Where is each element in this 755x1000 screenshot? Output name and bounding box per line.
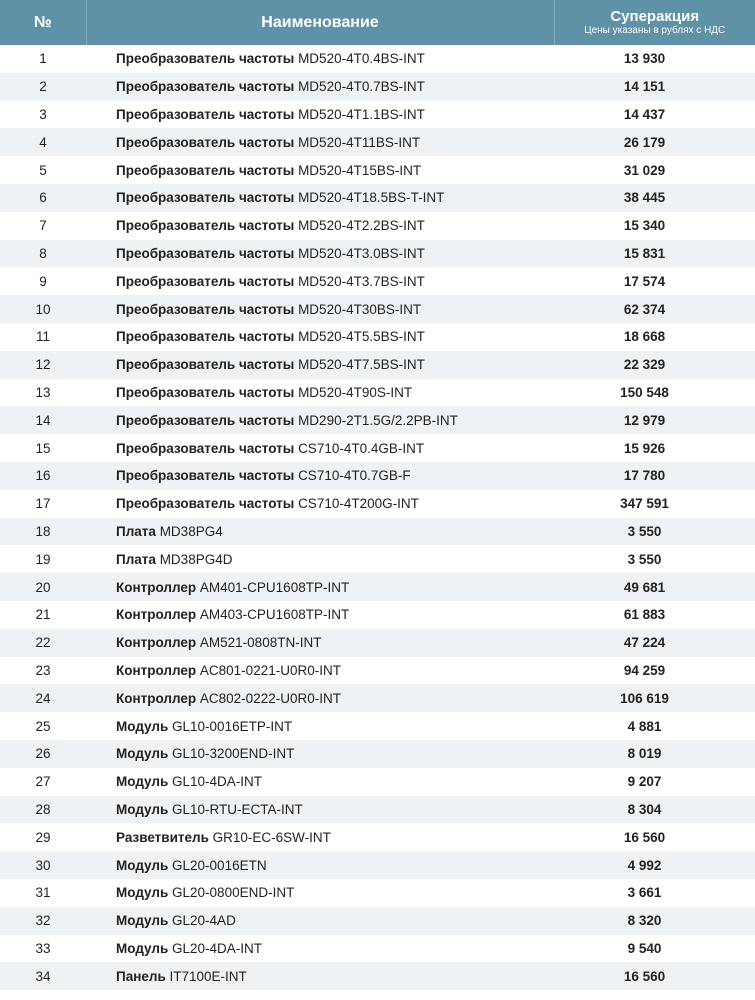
table-row	[0, 184, 755, 212]
product-price: 31 029	[623, 162, 666, 178]
product-name	[86, 128, 554, 156]
product-type: Преобразователь частоты	[116, 412, 295, 428]
row-number: 11	[35, 329, 50, 345]
row-number: 24	[0, 684, 86, 712]
product-type: Преобразователь частоты	[116, 162, 295, 178]
product-type: Контроллер	[116, 690, 197, 706]
header-price-title: Суперакция	[610, 7, 700, 25]
header-row	[0, 0, 755, 45]
table-row	[0, 629, 755, 657]
product-price: 17 780	[554, 462, 755, 490]
product-type: Преобразователь частоты	[116, 329, 295, 345]
product-name	[86, 73, 554, 101]
product-type: Контроллер	[116, 607, 197, 623]
table-header	[0, 0, 755, 45]
product-name	[86, 295, 554, 323]
product-name	[86, 935, 554, 963]
product-type: Преобразователь частоты	[116, 134, 295, 150]
table-row	[0, 879, 755, 907]
product-name	[86, 740, 554, 768]
header-name: Наименование	[86, 0, 554, 45]
product-model: AC801-0221-U0R0-INT	[199, 662, 341, 678]
row-number: 3	[39, 106, 47, 122]
product-model: MD520-4T15BS-INT	[298, 162, 422, 178]
product-name	[86, 267, 554, 295]
product-price: 9 207	[627, 774, 662, 790]
row-number: 6	[0, 184, 86, 212]
table-row	[0, 545, 755, 573]
header-number: №	[0, 0, 86, 45]
table-row	[0, 490, 755, 518]
product-type: Модуль	[116, 913, 169, 929]
product-model: MD520-4T3.0BS-INT	[298, 245, 425, 261]
table-row	[0, 907, 755, 935]
row-number: 17	[35, 496, 51, 512]
table-row	[0, 935, 755, 963]
product-name	[86, 379, 554, 407]
product-type: Модуль	[116, 801, 169, 817]
row-number: 12	[0, 351, 86, 379]
product-name	[86, 573, 554, 601]
product-name	[86, 45, 554, 73]
product-price: 3 661	[627, 885, 662, 901]
product-price: 9 540	[627, 940, 662, 956]
product-name	[86, 323, 554, 351]
product-price: 18 668	[623, 329, 666, 345]
product-model: MD38PG4D	[159, 551, 233, 567]
product-name	[86, 879, 554, 907]
product-price: 3 550	[554, 518, 755, 546]
product-price: 347 591	[620, 496, 669, 512]
product-name	[86, 823, 554, 851]
product-price: 62 374	[554, 295, 755, 323]
product-model: IT7100E-INT	[169, 968, 247, 984]
product-price: 8 019	[554, 740, 755, 768]
product-price: 15 831	[554, 240, 755, 268]
product-name	[86, 851, 554, 879]
row-number: 19	[35, 551, 51, 567]
row-number: 10	[0, 295, 86, 323]
table-row	[0, 45, 755, 73]
table-row	[0, 351, 755, 379]
product-price: 15 340	[623, 218, 666, 234]
table-row	[0, 712, 755, 740]
product-model: AM403-CPU1608TP-INT	[199, 607, 350, 623]
product-name	[86, 490, 554, 518]
product-model: GL10-RTU-ECTA-INT	[172, 801, 303, 817]
row-number: 27	[35, 774, 51, 790]
product-type: Модуль	[116, 940, 169, 956]
table-row	[0, 406, 755, 434]
product-name	[86, 657, 554, 685]
product-type: Преобразователь частоты	[116, 357, 295, 373]
product-price: 106 619	[554, 684, 755, 712]
table-row	[0, 684, 755, 712]
product-type: Преобразователь частоты	[116, 496, 295, 512]
product-type: Контроллер	[116, 635, 197, 651]
table-row	[0, 573, 755, 601]
product-name	[86, 434, 554, 462]
product-name	[86, 545, 554, 573]
product-type: Преобразователь частоты	[116, 273, 295, 289]
product-model: GL10-4DA-INT	[172, 774, 263, 790]
product-model: AM401-CPU1608TP-INT	[199, 579, 350, 595]
product-model: AM521-0808TN-INT	[199, 635, 322, 651]
row-number: 30	[0, 851, 86, 879]
product-name	[86, 462, 554, 490]
product-name	[86, 406, 554, 434]
table-row	[0, 823, 755, 851]
product-model: MD290-2T1.5G/2.2PB-INT	[298, 412, 458, 428]
product-type: Контроллер	[116, 579, 197, 595]
product-name	[86, 907, 554, 935]
product-type: Плата	[116, 551, 156, 567]
product-type: Контроллер	[116, 662, 197, 678]
row-number: 25	[35, 718, 51, 734]
row-number: 31	[35, 885, 51, 901]
product-price: 14 437	[623, 106, 666, 122]
product-name	[86, 518, 554, 546]
product-name	[86, 351, 554, 379]
product-name	[86, 684, 554, 712]
product-price: 150 548	[620, 384, 669, 400]
product-price: 94 259	[623, 662, 666, 678]
table-body	[0, 45, 755, 990]
table-row	[0, 657, 755, 685]
table-row	[0, 962, 755, 990]
product-name	[86, 629, 554, 657]
product-type: Плата	[116, 523, 156, 539]
row-number: 8	[0, 240, 86, 268]
product-type: Преобразователь частоты	[116, 245, 295, 261]
row-number: 33	[35, 940, 51, 956]
table-row	[0, 740, 755, 768]
product-price: 49 681	[554, 573, 755, 601]
product-name	[86, 212, 554, 240]
product-name	[86, 156, 554, 184]
product-model: MD520-4T1.1BS-INT	[298, 106, 425, 122]
row-number: 7	[39, 218, 47, 234]
row-number: 23	[35, 662, 51, 678]
product-model: GL20-0016ETN	[172, 857, 267, 873]
product-price: 22 329	[554, 351, 755, 379]
product-type: Панель	[116, 968, 166, 984]
product-model: GL20-4DA-INT	[172, 940, 263, 956]
table-row	[0, 267, 755, 295]
row-number: 1	[39, 51, 47, 67]
product-price: 61 883	[623, 607, 666, 623]
product-type: Преобразователь частоты	[116, 440, 295, 456]
product-model: MD520-4T18.5BS-T-INT	[298, 190, 445, 206]
table-row	[0, 73, 755, 101]
product-model: CS710-4T200G-INT	[298, 496, 419, 512]
product-price: 38 445	[554, 184, 755, 212]
table-row	[0, 212, 755, 240]
header-price	[554, 0, 755, 45]
product-price: 26 179	[554, 128, 755, 156]
product-model: MD520-4T90S-INT	[298, 384, 413, 400]
product-model: MD520-4T5.5BS-INT	[298, 329, 425, 345]
product-type: Модуль	[116, 718, 169, 734]
table-row	[0, 768, 755, 796]
table-row	[0, 518, 755, 546]
row-number: 22	[0, 629, 86, 657]
product-price: 8 304	[554, 796, 755, 824]
product-type: Модуль	[116, 857, 169, 873]
product-model: MD520-4T3.7BS-INT	[298, 273, 425, 289]
product-type: Модуль	[116, 746, 169, 762]
product-model: MD520-4T0.4BS-INT	[298, 51, 425, 67]
product-type: Разветвитель	[116, 829, 209, 845]
product-model: MD520-4T30BS-INT	[298, 301, 422, 317]
table-row	[0, 128, 755, 156]
product-type: Преобразователь частоты	[116, 51, 295, 67]
row-number: 28	[0, 796, 86, 824]
row-number: 20	[0, 573, 86, 601]
product-price: 3 550	[627, 551, 662, 567]
table-row	[0, 434, 755, 462]
table-row	[0, 156, 755, 184]
product-price: 17 574	[623, 273, 666, 289]
product-model: MD520-4T7.5BS-INT	[298, 357, 425, 373]
table-row	[0, 851, 755, 879]
row-number: 32	[0, 907, 86, 935]
product-price: 16 560	[623, 829, 666, 845]
row-number: 15	[35, 440, 51, 456]
product-model: GR10-EC-6SW-INT	[212, 829, 331, 845]
row-number: 26	[0, 740, 86, 768]
product-type: Преобразователь частоты	[116, 384, 295, 400]
product-type: Преобразователь частоты	[116, 79, 295, 95]
row-number: 4	[0, 128, 86, 156]
product-model: CS710-4T0.4GB-INT	[298, 440, 425, 456]
product-model: GL20-0800END-INT	[172, 885, 295, 901]
product-model: GL20-4AD	[172, 913, 236, 929]
product-price: 15 926	[623, 440, 666, 456]
product-model: MD520-4T0.7BS-INT	[298, 79, 425, 95]
table-row	[0, 379, 755, 407]
header-price-note: Цены указаны в рублях с НДС	[584, 24, 726, 36]
product-name	[86, 768, 554, 796]
product-name	[86, 712, 554, 740]
product-name	[86, 101, 554, 129]
product-price: 13 930	[623, 51, 666, 67]
row-number: 18	[0, 518, 86, 546]
product-price: 4 992	[554, 851, 755, 879]
row-number: 13	[35, 384, 51, 400]
product-price: 47 224	[554, 629, 755, 657]
table-row	[0, 323, 755, 351]
product-price: 16 560	[554, 962, 755, 990]
product-model: MD520-4T2.2BS-INT	[298, 218, 425, 234]
table-row	[0, 796, 755, 824]
row-number: 9	[39, 273, 47, 289]
product-name	[86, 601, 554, 629]
product-name	[86, 796, 554, 824]
product-type: Модуль	[116, 774, 169, 790]
product-type: Преобразователь частоты	[116, 301, 295, 317]
row-number: 29	[35, 829, 51, 845]
table-row	[0, 601, 755, 629]
table-row	[0, 101, 755, 129]
table-row	[0, 295, 755, 323]
row-number: 16	[0, 462, 86, 490]
product-type: Модуль	[116, 885, 169, 901]
table-row	[0, 240, 755, 268]
product-model: GL10-3200END-INT	[172, 746, 295, 762]
product-price: 14 151	[554, 73, 755, 101]
product-name	[86, 184, 554, 212]
product-name	[86, 962, 554, 990]
product-price: 8 320	[554, 907, 755, 935]
product-type: Преобразователь частоты	[116, 218, 295, 234]
product-name	[86, 240, 554, 268]
row-number: 5	[39, 162, 47, 178]
product-model: GL10-0016ETP-INT	[172, 718, 293, 734]
table-row	[0, 462, 755, 490]
product-model: AC802-0222-U0R0-INT	[199, 690, 341, 706]
product-model: MD520-4T11BS-INT	[298, 134, 421, 150]
product-price: 12 979	[554, 406, 755, 434]
row-number: 34	[0, 962, 86, 990]
product-model: CS710-4T0.7GB-F	[298, 468, 411, 484]
row-number: 21	[35, 607, 51, 623]
row-number: 14	[0, 406, 86, 434]
product-model: MD38PG4	[159, 523, 223, 539]
product-type: Преобразователь частоты	[116, 468, 295, 484]
product-price: 4 881	[627, 718, 662, 734]
product-type: Преобразователь частоты	[116, 190, 295, 206]
product-type: Преобразователь частоты	[116, 106, 295, 122]
row-number: 2	[0, 73, 86, 101]
